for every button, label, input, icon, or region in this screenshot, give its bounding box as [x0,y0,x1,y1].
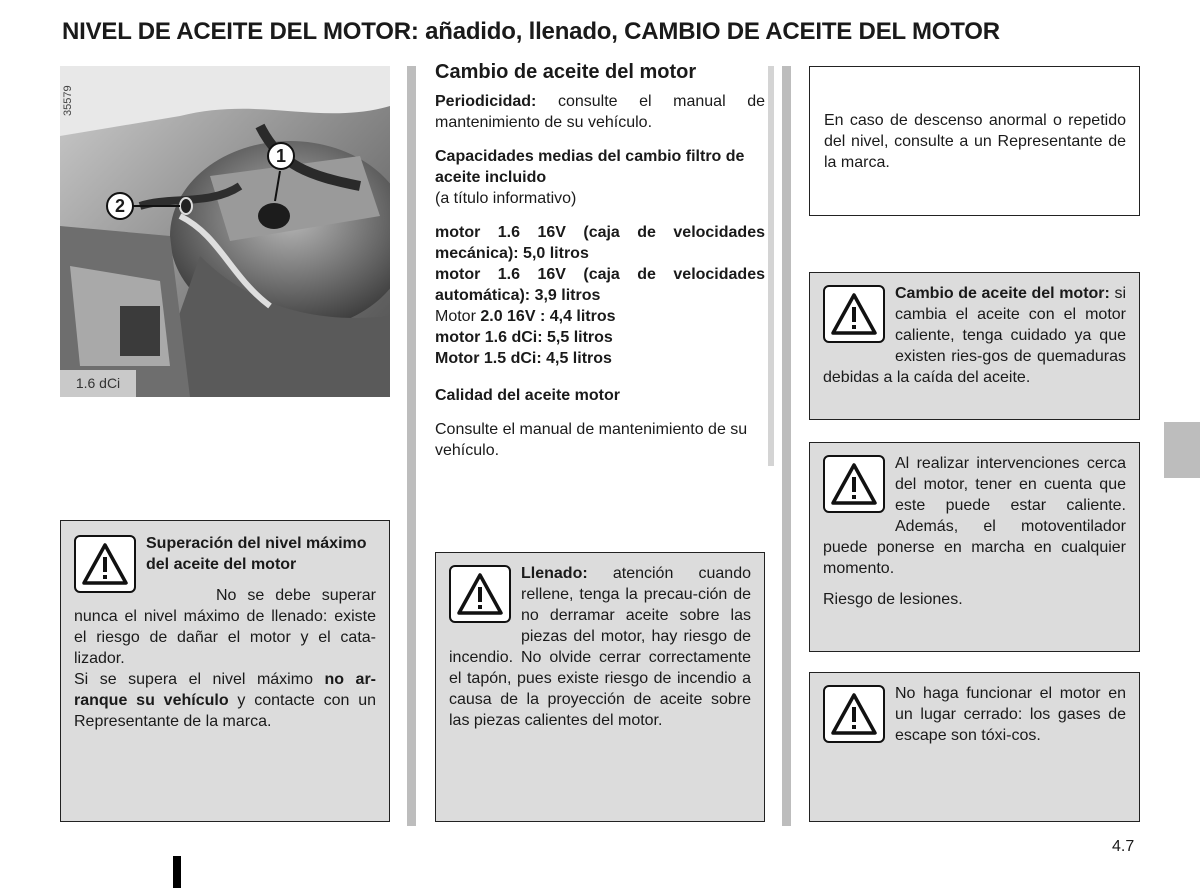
warning-icon [823,685,885,743]
warning-icon [823,285,885,343]
column-divider [407,66,416,826]
chapter-tab [1164,422,1200,478]
warning-icon [449,565,511,623]
engine-hot-text: Al realizar intervenciones cerca del motor, tener en cuenta que este puede estar caliente. Además, el motoventilador puede ponerse en marcha en cualquier momento. [823,455,1126,577]
oil-change-section [435,62,765,474]
engine-illustration [60,66,390,397]
refill-warning-box [435,552,765,822]
oil-filler-cap [258,203,290,229]
level-info-box [809,66,1140,216]
capacities-paragraph: Capacidades medias del cambio filtro de aceite incluido (a título informativo) [435,148,745,207]
column-divider [768,66,774,466]
engine-hot-warning-box [809,442,1140,652]
section-heading: Cambio de aceite del motor [435,61,697,83]
page-number: 4.7 [1112,838,1135,855]
exhaust-warning-box [809,672,1140,822]
overflow-title: Superación del nivel máximo del aceite del motor [146,535,367,573]
exhaust-text: No haga funcionar el motor en un lugar cerrado: los gases de escape son tóxi-cos. [895,685,1126,744]
level-info-text: En caso de descenso anormal o repetido del nivel, consulte a un Representante de la marca. [824,112,1126,171]
overflow-warning-box [60,520,390,822]
refill-text: Llenado: atención cuando rellene, tenga la precau-ción de no derramar aceite sobre las piezas del motor, hay riesgo de incendio. No olvide cerrar correctamente el tapón, pues existe riesgo de incendio a causa de la proyección de aceite sobre las piezas calientes del motor. [449,565,751,729]
engine-photo [60,66,390,397]
periodicity-paragraph: Periodicidad: consulte el manual de mantenimiento de su vehículo. [435,93,765,131]
image-code: 35579 [62,85,74,116]
warning-icon [823,455,885,513]
hot-oil-text: Cambio de aceite del motor: si cambia el aceite con el motor caliente, tenga cuidado ya que existen ries-gos de quemaduras debidas a la caída del aceite. [823,285,1127,386]
engine-label: 1.6 dCi [60,370,136,397]
hot-oil-warning-box [809,272,1140,420]
capacities-list: motor 1.6 16V (caja de velocidades mecánica): 5,0 litros motor 1.6 16V (caja de velocidades automática): 3,9 litros Motor 2.0 16V : 4,4 litros motor 1.6 dCi: 5,5 litros Motor 1.5 dCi: 4,5 litros [435,224,765,367]
warning-icon [74,535,136,593]
quality-heading: Calidad del aceite motor [435,387,620,404]
overflow-action: Si se supera el nivel máximo no ar-ranque su vehículo y contacte con un Representante de la marca. [74,671,377,730]
crop-mark [173,856,181,888]
quality-paragraph: Consulte el manual de mantenimiento de su vehículo. [435,421,748,459]
callout-1: 1 [267,142,295,170]
page-title: NIVEL DE ACEITE DEL MOTOR: añadido, llenado, CAMBIO DE ACEITE DEL MOTOR [62,18,1000,45]
column-divider [782,66,791,826]
callout-2: 2 [106,192,134,220]
injury-risk-text: Riesgo de lesiones. [823,591,963,608]
dipstick [180,198,192,214]
overflow-text: No se debe superar nunca el nivel máximo de llenado: existe el riesgo de dañar el motor y el cata-lizador. [74,587,376,667]
